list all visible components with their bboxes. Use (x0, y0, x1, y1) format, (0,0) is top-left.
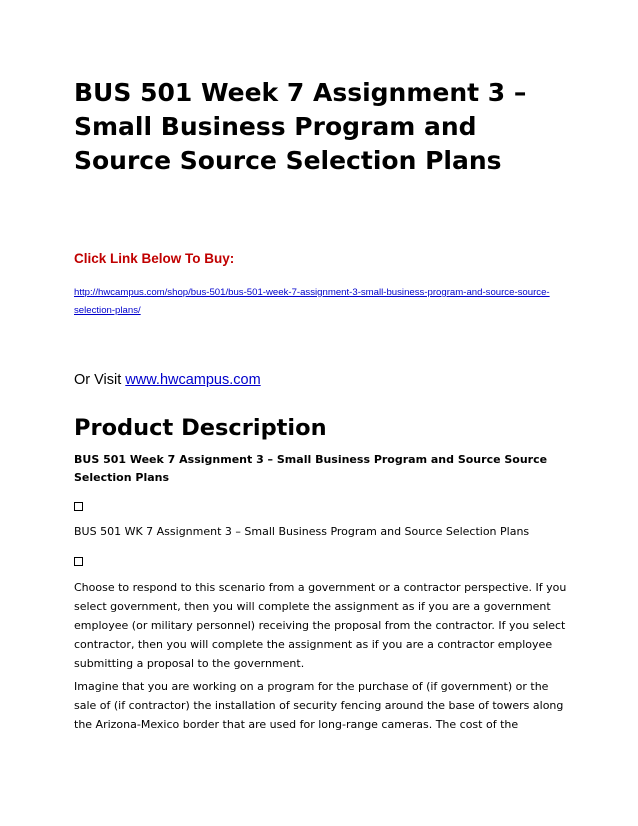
visit-link[interactable]: www.hwcampus.com (125, 372, 261, 388)
paragraph-program: Imagine that you are working on a program for the purchase of (if government) or the sale of (if contractor) the installation of security fencing around the base of towers along the Arizona-Mexico border that are used for long-range cameras. The cost of the (74, 680, 564, 731)
checkbox-icon (74, 557, 83, 566)
document-title: BUS 501 Week 7 Assignment 3 – Small Business Program and Source Source Selection Plans (74, 78, 527, 175)
checkbox-icon (74, 502, 83, 511)
paragraph-scenario: Choose to respond to this scenario from a government or a contractor perspective. If you select government, then you will complete the assignment as if you are a government employee (or military personnel) receiving the proposal from the contractor. If you select contractor, then you will complete the assignment as if you are a contractor employee submitting a proposal to the government. (74, 581, 567, 670)
item-line: BUS 501 WK 7 Assignment 3 – Small Business Program and Source Selection Plans (74, 525, 530, 538)
visit-line (74, 372, 261, 388)
buy-link[interactable]: http://hwcampus.com/shop/bus-501/bus-501-week-7-assignment-3-small-business-program-and-source-source-selection-plans/ (74, 287, 550, 316)
visit-prefix: Or Visit (74, 372, 126, 388)
product-description-heading: Product Description (74, 415, 327, 441)
product-subheading: BUS 501 Week 7 Assignment 3 – Small Business Program and Source Source Selection Plans (74, 453, 548, 484)
buy-label: Click Link Below To Buy: (74, 251, 235, 266)
